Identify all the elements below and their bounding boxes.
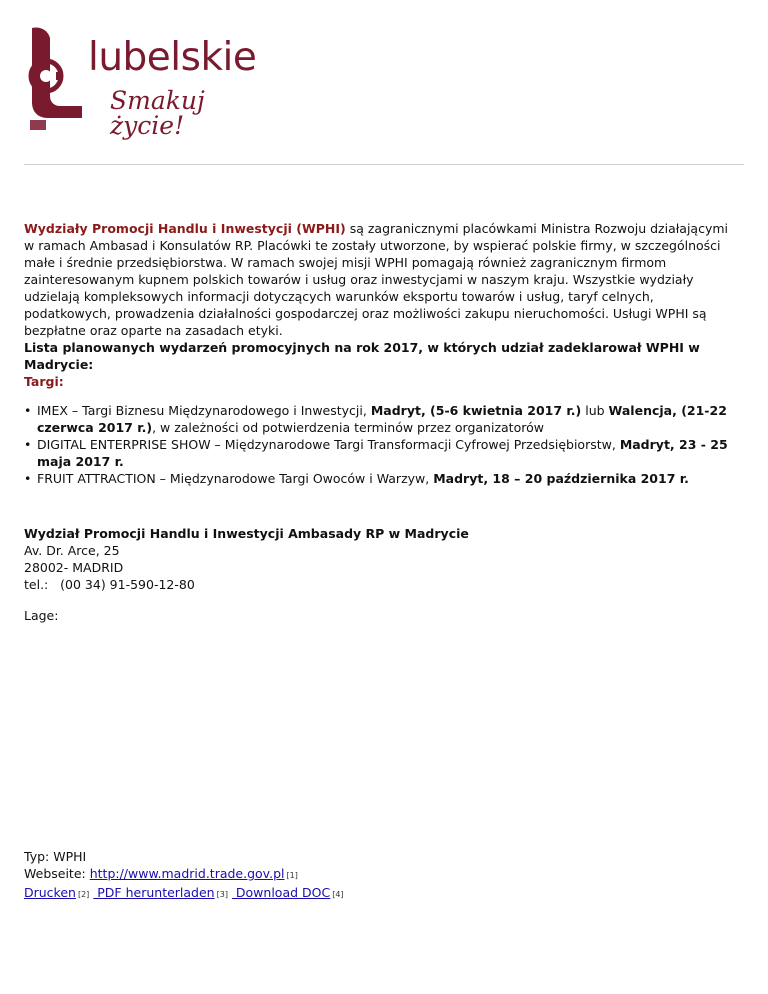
pdf-download-link[interactable]: PDF herunterladen: [93, 885, 215, 900]
logo-tagline: Smakuj życie!: [110, 86, 205, 140]
logo-emblem-icon: [26, 26, 86, 132]
event-location-date: Madryt, (5-6 kwietnia 2017 r.): [370, 403, 582, 418]
logo-wordmark: lubelskie: [88, 35, 257, 80]
list-item: [24, 402, 734, 436]
event-location-date: Madryt, 23 - 25 maja 2017 r.: [37, 437, 728, 469]
event-text: , w zależności od potwierdzenia terminów przez organizatorów: [152, 420, 544, 435]
event-text: FRUIT ATTRACTION – Międzynarodowe Targi Owoców i Warzyw,: [37, 471, 434, 486]
print-link[interactable]: Drucken: [24, 885, 76, 900]
intro-text: są zagranicznymi placówkami Ministra Rozwoju działającymi w ramach Ambasad i Konsulatów RP. Placówki te zostały utworzone, by wspierać polskie firmy, w szczególności małe i średnie przedsiębiorstwa. W ramach swojej misji WPHI pomagają również zagranicznym firmom zainteresowanym kupnem polskich towarów i usług oraz inwestycjami w naszym kraju. Wszystkie wydziały udzielają kompleksowych informacji dotyczących warunków eksportu towarów i usług, taryf celnych, podatkowych, prowadzenia działalności gospodarczej oraz możliwości zakupu nieruchomości. Usługi WPHI są bezpłatne oraz oparte na zasadach etyki.: [24, 221, 729, 338]
pdf-ref: [3]: [216, 890, 228, 899]
main-content: [24, 220, 734, 624]
list-item: [24, 436, 734, 470]
website-line: [24, 865, 344, 884]
list-item: [24, 470, 734, 487]
website-ref: [1]: [286, 871, 298, 880]
lage-label: Lage:: [24, 608, 59, 623]
events-list-title: Lista planowanych wydarzeń promocyjnych na rok 2017, w których udział zadeklarował WPHI w Madrycie:: [24, 340, 700, 372]
actions-line: [24, 884, 344, 903]
event-location-date: Madryt, 18 – 20 października 2017 r.: [433, 471, 689, 486]
doc-download-link[interactable]: Download DOC: [231, 885, 331, 900]
events-list: [24, 402, 734, 487]
header-divider: [24, 164, 744, 165]
address-street: Av. Dr. Arce, 25: [24, 543, 120, 558]
website-label: Webseite:: [24, 866, 90, 881]
event-text: lub: [581, 403, 609, 418]
footer-info: [24, 848, 344, 903]
doc-ref: [4]: [332, 890, 344, 899]
event-location-date: Walencja, (21-22 czerwca 2017 r.): [37, 403, 727, 435]
intro-lead: Wydziały Promocji Handlu i Inwestycji (WPHI): [24, 221, 346, 236]
address-block: [24, 525, 734, 593]
address-city: 28002- MADRID: [24, 560, 124, 575]
targi-heading: Targi:: [24, 374, 64, 389]
print-ref: [2]: [77, 890, 90, 899]
type-line: Typ: WPHI: [24, 849, 87, 864]
lubelskie-logo: [26, 26, 276, 140]
address-org: Wydział Promocji Handlu i Inwestycji Ambasady RP w Madrycie: [24, 526, 469, 541]
intro-paragraph: [24, 220, 734, 339]
event-text: IMEX – Targi Biznesu Międzynarodowego i Inwestycji,: [37, 403, 371, 418]
event-text: DIGITAL ENTERPRISE SHOW – Międzynarodowe Targi Transformacji Cyfrowej Przedsiębiorstw,: [37, 437, 620, 452]
address-phone: tel.: (00 34) 91-590-12-80: [24, 577, 195, 592]
website-link[interactable]: http://www.madrid.trade.gov.pl: [89, 866, 285, 881]
